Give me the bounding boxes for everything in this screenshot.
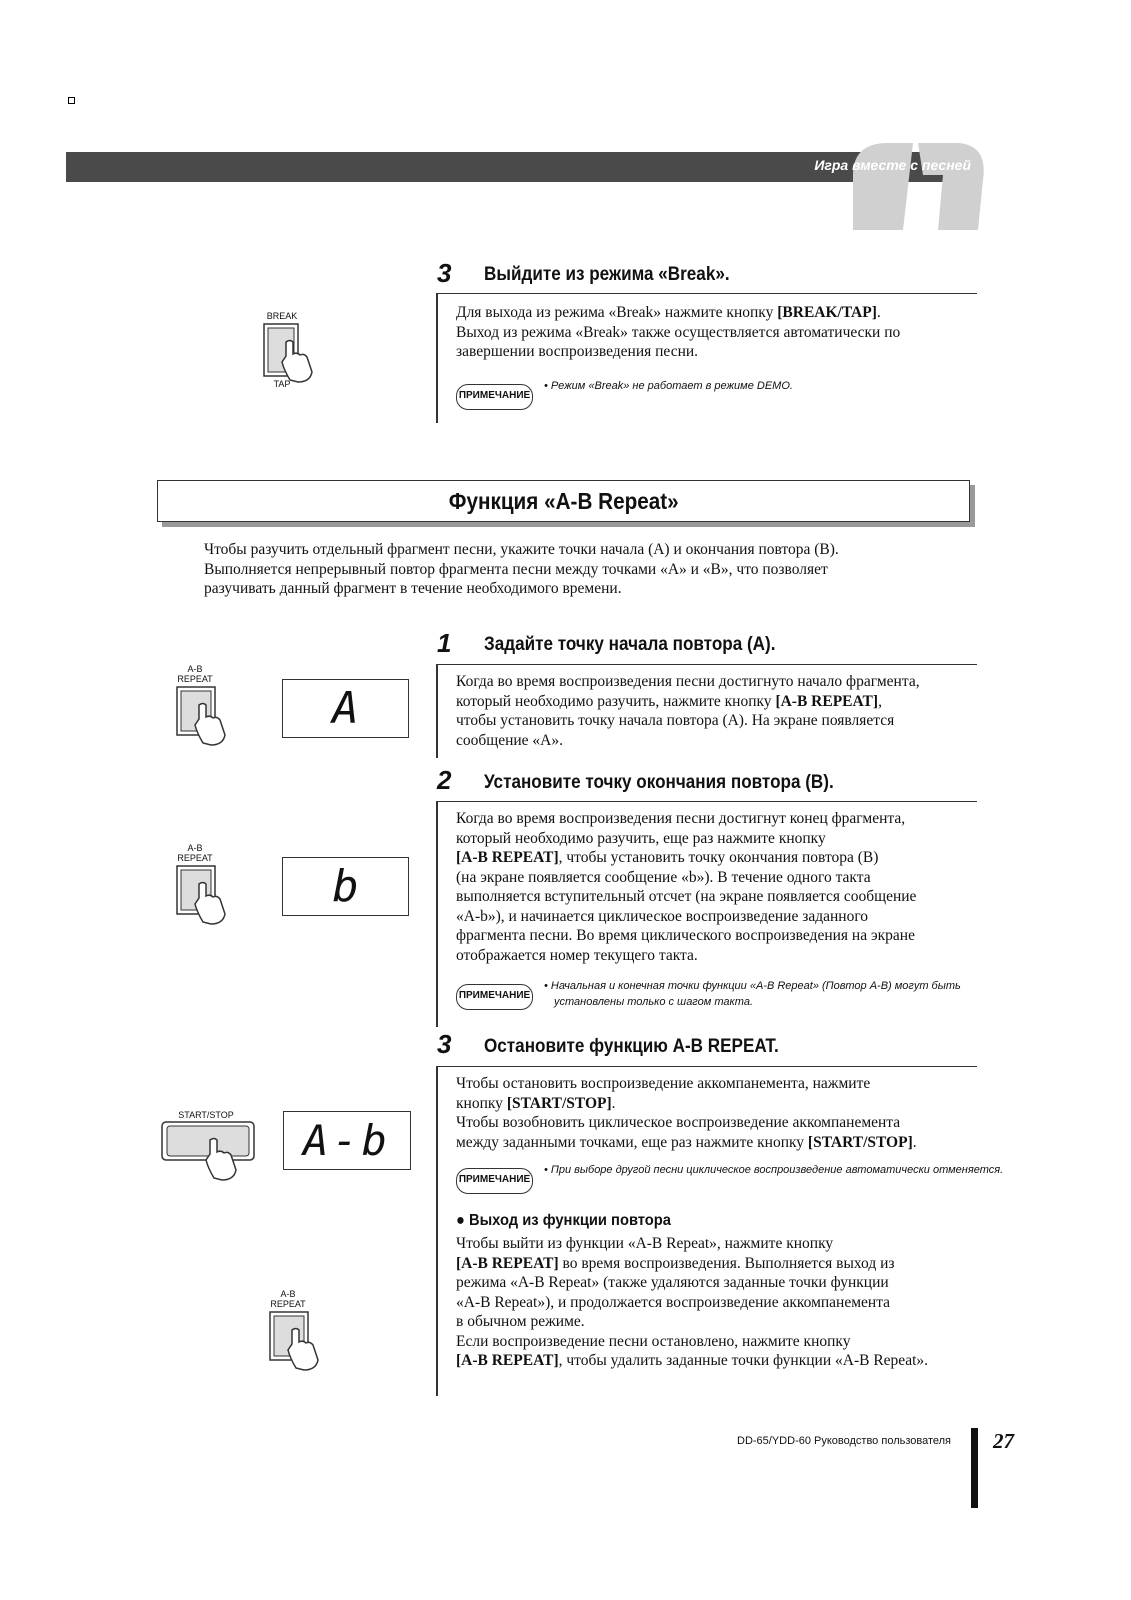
page-number: 27	[993, 1429, 1014, 1453]
lcd-display	[283, 1111, 411, 1170]
subsection-title: ● Выход из функции повтора	[456, 1212, 671, 1229]
step-title: Выйдите из режима «Break».	[484, 264, 730, 285]
rule	[436, 801, 438, 1027]
step-number: 3	[437, 258, 452, 288]
button-label: START/STOP	[178, 1110, 234, 1120]
tab-decoration-icon	[843, 135, 993, 235]
note-badge: ПРИМЕЧАНИЕ	[456, 1168, 533, 1194]
divider	[437, 801, 977, 802]
header-title: Игра вместе с песней	[814, 157, 971, 173]
step2-text: Когда во время воспроизведения песни достигнут конец фрагмента, который необходимо разучить, еще раз нажмите кнопку [A-B REPEAT], чтобы установить точку окончания повтора (B) (на экране появляется сообщение «b»). В течение одного такта выполняется вступительный отсчет (на экране появляется сообщение «A-b»), и начинается циклическое воспроизведение заданного фрагмента песни. Во время циклического воспроизведения на экране отображается номер текущего такта.	[456, 810, 917, 964]
exit-text: Чтобы выйти из функции «A-B Repeat», нажмите кнопку [A-B REPEAT] во время воспроизведения. Выполняется выход из режима «A-B Repeat» (также удаляются заданные точки функции «A-B Repeat»), и продолжается воспроизведение аккомпанемента в обычном режиме. Если воспроизведение песни остановлено, нажмите кнопку [A-B REPEAT], чтобы удалить заданные точки функции «A-B Repeat».	[456, 1235, 928, 1369]
lcd-text: b	[332, 861, 359, 912]
step3-text: Чтобы остановить воспроизведение аккомпанемента, нажмите кнопку [START/STOP]. Чтобы возобновить циклическое воспроизведение аккомпанемента между заданными точками, еще раз нажмите кнопку [START/STOP].	[456, 1075, 917, 1151]
note-text: • При выборе другой песни циклическое воспроизведение автоматически отменяется.	[544, 1164, 1004, 1176]
button-label: A-B REPEAT	[270, 1289, 306, 1309]
footer-bar	[971, 1428, 978, 1508]
rule	[436, 664, 438, 758]
button-label: TAP	[273, 379, 291, 389]
step-title: Остановите функцию A-B REPEAT.	[484, 1036, 779, 1057]
note-text: • Начальная и конечная точки функции «A-B Repeat» (Повтор A-B) могут быть установлены только с шагом такта.	[544, 980, 961, 1008]
note-text: • Режим «Break» не работает в режиме DEMO.	[544, 380, 793, 392]
corner-mark	[68, 97, 75, 104]
step-title: Задайте точку начала повтора (A).	[484, 634, 776, 655]
ab-repeat-button-icon	[175, 685, 235, 747]
ab-repeat-button-icon	[175, 864, 235, 926]
button-label: A-B REPEAT	[177, 664, 213, 684]
section-title: Функция «A-B Repeat»	[448, 488, 679, 514]
lcd-display	[282, 679, 409, 738]
break-text: Для выхода из режима «Break» нажмите кнопку [BREAK/TAP]. Выход из режима «Break» также осуществляется автоматически по завершении воспроизведения песни.	[456, 304, 901, 360]
section-title-box	[157, 480, 970, 522]
step1-text: Когда во время воспроизведения песни достигнуто начало фрагмента, который необходимо разучить, нажмите кнопку [A-B REPEAT], чтобы установить точку начала повтора (A). На экране появляется сообщение «A».	[456, 673, 920, 749]
divider	[437, 1066, 977, 1067]
start-stop-button-icon	[160, 1120, 265, 1182]
button-label: A-B REPEAT	[177, 843, 213, 863]
note-badge: ПРИМЕЧАНИЕ	[456, 984, 533, 1010]
step-number: 2	[437, 765, 452, 795]
lcd-text: A-b	[303, 1116, 391, 1165]
lcd-text: A	[332, 683, 359, 734]
step-number: 3	[437, 1029, 452, 1059]
button-label: BREAK	[266, 311, 298, 321]
step-title: Установите точку окончания повтора (B).	[484, 772, 834, 793]
divider	[437, 664, 977, 665]
rule	[436, 1066, 438, 1396]
intro-text: Чтобы разучить отдельный фрагмент песни, укажите точки начала (A) и окончания повтора (B). Выполняется непрерывный повтор фрагмента песни между точками «A» и «B», что позволяет разучивать данный фрагмент в течение необходимого времени.	[204, 541, 839, 597]
lcd-display	[282, 857, 409, 916]
step-number: 1	[437, 628, 452, 658]
rule	[436, 293, 438, 423]
ab-repeat-button-icon	[268, 1310, 328, 1372]
note-badge: ПРИМЕЧАНИЕ	[456, 384, 533, 410]
break-tap-button-icon	[262, 322, 322, 384]
footer-model: DD-65/YDD-60 Руководство пользователя	[737, 1435, 952, 1447]
divider	[437, 293, 977, 294]
